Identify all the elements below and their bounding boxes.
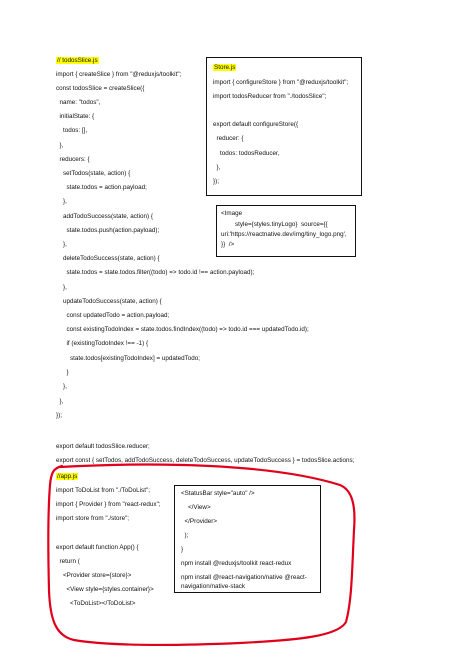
code-line: setTodos(state, action) { xyxy=(56,170,131,177)
code-line: }, xyxy=(56,284,67,291)
code-line: import { createSlice } from "@reduxjs/toolkit"; xyxy=(56,71,182,78)
code-line: state.todos = state.todos.filter((todo) => todo.id !== action.payload); xyxy=(56,269,255,276)
code-line: if (existingTodoIndex !== -1) { xyxy=(56,340,149,347)
code-line: deleteTodoSuccess(state, action) { xyxy=(56,255,160,262)
code-line: todos: [], xyxy=(56,127,88,134)
code-line: todos: todosReducer, xyxy=(213,150,280,157)
code-line: npm install @reduxjs/toolkit react-redux xyxy=(181,560,292,567)
code-line: npm install @react-navigation/native @react- xyxy=(181,574,307,581)
code-line: style={styles.tinyLogo} source={{ xyxy=(221,221,328,228)
code-line: addTodoSuccess(state, action) { xyxy=(56,213,153,220)
code-line: }, xyxy=(56,383,67,390)
code-line: }, xyxy=(56,142,64,149)
code-line: const updatedTodo = action.payload; xyxy=(56,312,170,319)
code-line: import { configureStore } from "@reduxjs/toolkit"; xyxy=(213,79,349,86)
code-line: <Provider store={store}> xyxy=(56,572,132,579)
code-line: const existingTodoIndex = state.todos.findIndex((todo) => todo.id === updatedTodo.id); xyxy=(56,326,309,333)
code-line: </View> xyxy=(181,504,211,511)
code-line: name: "todos", xyxy=(56,99,101,106)
code-line: } xyxy=(181,546,184,553)
code-line: import store from "./store"; xyxy=(56,515,130,522)
code-line: }, xyxy=(213,164,221,171)
code-line: const todosSlice = createSlice({ xyxy=(56,85,145,92)
code-line: import todosReducer from "./todosSlice"; xyxy=(213,93,327,100)
code-line: reducer: { xyxy=(213,135,244,142)
code-line: ); xyxy=(181,532,189,539)
code-line: export const { setTodos, addTodoSuccess, deleteTodoSuccess, updateTodoSuccess } = todosSlice.actions; xyxy=(56,457,355,464)
code-line: state.todos = action.payload; xyxy=(56,184,147,191)
code-line: }} /> xyxy=(221,241,235,248)
code-line: }, xyxy=(56,198,67,205)
code-line: state.todos.push(action.payload); xyxy=(56,227,160,234)
code-line: }); xyxy=(56,412,62,419)
code-line: import ToDoList from "./ToDoList"; xyxy=(56,487,150,494)
code-line: return ( xyxy=(56,558,80,565)
statusbar-code-box xyxy=(174,485,321,593)
code-line: reducers: { xyxy=(56,156,90,163)
code-line: } xyxy=(56,369,69,376)
code-line: }, xyxy=(56,241,67,248)
todos-slice-filename: // todosSlice.js xyxy=(57,57,98,64)
code-line: import { Provider } from "react-redux"; xyxy=(56,501,161,508)
code-line: }); xyxy=(213,178,219,185)
store-code-box xyxy=(206,57,362,196)
code-line: <View style={styles.container}> xyxy=(56,586,154,593)
code-line: export default todosSlice.reducer; xyxy=(56,443,150,450)
code-line: <StatusBar style="auto" /> xyxy=(181,490,255,497)
image-code-box xyxy=(216,205,356,257)
code-line: export default function App() { xyxy=(56,544,139,551)
store-filename: Store.js xyxy=(214,64,236,71)
code-line: initialState: { xyxy=(56,113,95,120)
app-js-filename: //app.js xyxy=(57,473,78,480)
code-line: <ToDoList></ToDoList> xyxy=(56,600,136,607)
code-line: state.todos[existingTodoIndex] = updatedTodo; xyxy=(56,355,201,362)
code-line: uri:'https://reactnative.dev/img/tiny_logo.png', xyxy=(221,231,347,238)
code-line: updateTodoSuccess(state, action) { xyxy=(56,298,162,305)
code-line: <Image xyxy=(221,210,243,217)
code-line: }, xyxy=(56,398,64,405)
code-line: navigation/native-stack xyxy=(181,583,246,590)
code-line: </Provider> xyxy=(181,518,218,525)
code-line: export default configureStore({ xyxy=(213,121,299,128)
